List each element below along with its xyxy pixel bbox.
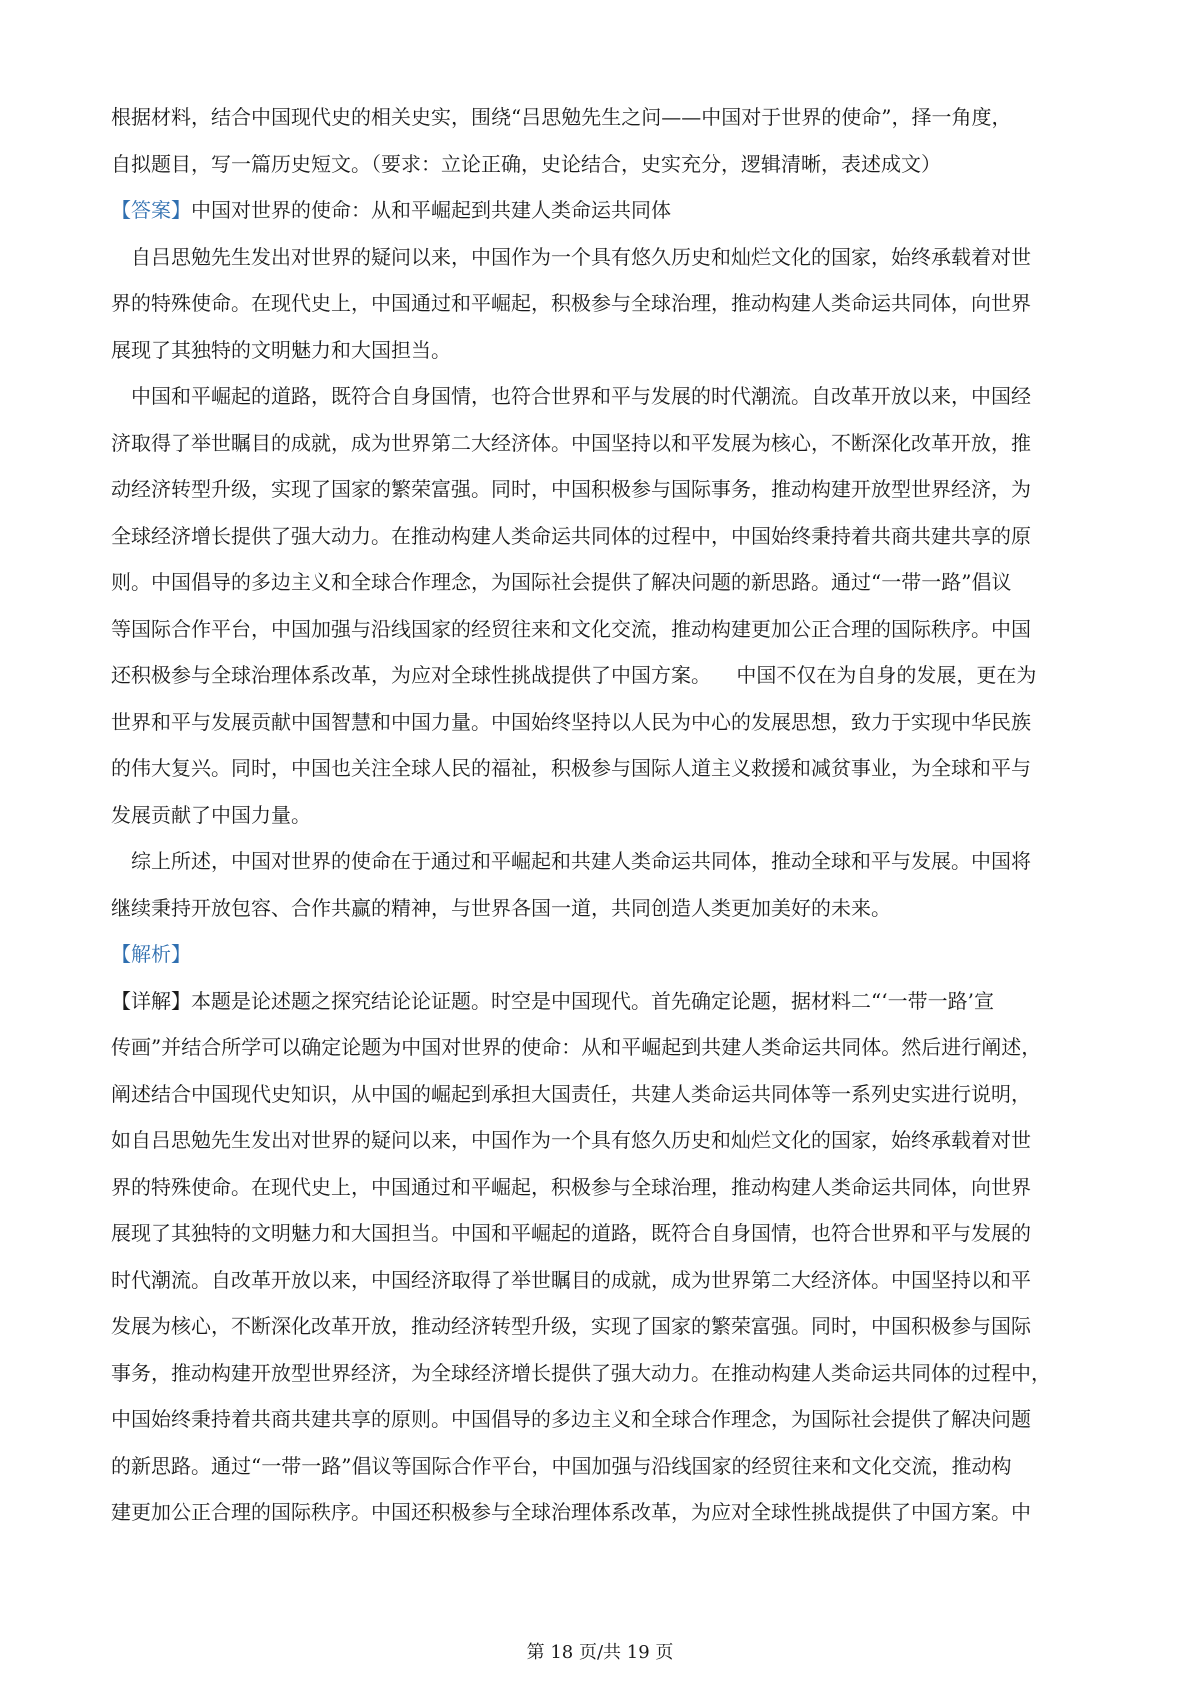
detail-line: 展现了其独特的文明魅力和大国担当。中国和平崛起的道路，既符合自身国情，也符合世界和平与发展的 [111, 1221, 1031, 1245]
page-number: 第 18 页/共 19 页 [526, 1642, 674, 1663]
detail-line: 建更加公正合理的国际秩序。中国还积极参与全球治理体系改革，为应对全球性挑战提供了中国方案。中 [111, 1500, 1031, 1524]
question-line: 根据材料，结合中国现代史的相关史实，围绕“吕思勉先生之问——中国对于世界的使命”，择一角度， [111, 105, 1012, 129]
answer-line: 济取得了举世瞩目的成就，成为世界第二大经济体。中国坚持以和平发展为核心，不断深化改革开放，推 [111, 430, 1031, 455]
detail-line: 的新思路。通过“一带一路”倡议等国际合作平台，中国加强与沿线国家的经贸往来和文化交流，推动构 [111, 1453, 1012, 1478]
answer-heading [111, 187, 1091, 234]
analysis-tag: 【解析】 [111, 942, 191, 966]
answer-line: 则。中国倡导的多边主义和全球合作理念，为国际社会提供了解决问题的新思路。通过“一带一路”倡议 [111, 570, 1012, 594]
answer-line: 世界和平与发展贡献中国智慧和中国力量。中国始终坚持以人民为中心的发展思想，致力于实现中华民族 [111, 709, 1031, 734]
answer-line: 界的特殊使命。在现代史上，中国通过和平崛起，积极参与全球治理，推动构建人类命运共同体，向世界 [111, 291, 1031, 315]
detail-line [111, 978, 1091, 1025]
detail-text: 本题是论述题之探究结论论证题。时空是中国现代。首先确定论题，据材料二“‘一带一路’宣 [191, 988, 994, 1013]
analysis-heading [111, 931, 1091, 978]
answer-line: 还积极参与全球治理体系改革，为应对全球性挑战提供了中国方案。 中国不仅在为自身的发展，更在为 [111, 663, 1037, 687]
detail-line: 时代潮流。自改革开放以来，中国经济取得了举世瞩目的成就，成为世界第二大经济体。中国坚持以和平 [111, 1267, 1031, 1292]
detail-line: 阐述结合中国现代史知识，从中国的崛起到承担大国责任，共建人类命运共同体等一系列史实进行说明， [111, 1081, 1031, 1106]
answer-line: 自吕思勉先生发出对世界的疑问以来，中国作为一个具有悠久历史和灿烂文化的国家，始终承载着对世 [131, 244, 1031, 269]
detail-line: 如自吕思勉先生发出对世界的疑问以来，中国作为一个具有悠久历史和灿烂文化的国家，始终承载着对世 [111, 1128, 1031, 1152]
detail-line: 事务，推动构建开放型世界经济，为全球经济增长提供了强大动力。在推动构建人类命运共同体的过程中， [111, 1360, 1051, 1385]
detail-line: 中国始终秉持着共商共建共享的原则。中国倡导的多边主义和全球合作理念，为国际社会提供了解决问题 [111, 1407, 1031, 1431]
answer-line: 动经济转型升级，实现了国家的繁荣富强。同时，中国积极参与国际事务，推动构建开放型世界经济，为 [111, 477, 1031, 501]
answer-tag: 【答案】 [111, 198, 191, 222]
answer-line: 继续秉持开放包容、合作共赢的精神，与世界各国一道，共同创造人类更加美好的未来。 [111, 895, 891, 920]
answer-line: 等国际合作平台，中国加强与沿线国家的经贸往来和文化交流，推动构建更加公正合理的国际秩序。中国 [111, 616, 1031, 641]
answer-line: 综上所述，中国对世界的使命在于通过和平崛起和共建人类命运共同体，推动全球和平与发展。中国将 [131, 849, 1031, 873]
answer-line: 全球经济增长提供了强大动力。在推动构建人类命运共同体的过程中，中国始终秉持着共商共建共享的原 [111, 523, 1031, 548]
detail-line: 传画”并结合所学可以确定论题为中国对世界的使命：从和平崛起到共建人类命运共同体。然后进行阐述， [111, 1035, 1042, 1059]
answer-line: 中国和平崛起的道路，既符合自身国情，也符合世界和平与发展的时代潮流。自改革开放以来，中国经 [131, 384, 1031, 408]
detail-line: 发展为核心，不断深化改革开放，推动经济转型升级，实现了国家的繁荣富强。同时，中国积极参与国际 [111, 1314, 1031, 1338]
answer-line: 展现了其独特的文明魅力和大国担当。 [111, 337, 451, 362]
detail-tag: 【详解】 [111, 988, 191, 1013]
answer-line: 的伟大复兴。同时，中国也关注全球人民的福祉，积极参与国际人道主义救援和减贫事业，为全球和平与 [111, 756, 1031, 780]
answer-line: 发展贡献了中国力量。 [111, 802, 311, 827]
answer-title: 中国对世界的使命：从和平崛起到共建人类命运共同体 [191, 198, 671, 222]
document-page [111, 94, 1091, 1536]
detail-line: 界的特殊使命。在现代史上，中国通过和平崛起，积极参与全球治理，推动构建人类命运共同体，向世界 [111, 1174, 1031, 1199]
question-line: 自拟题目，写一篇历史短文。（要求：立论正确，史论结合，史实充分，逻辑清晰，表述成文） [111, 151, 941, 176]
